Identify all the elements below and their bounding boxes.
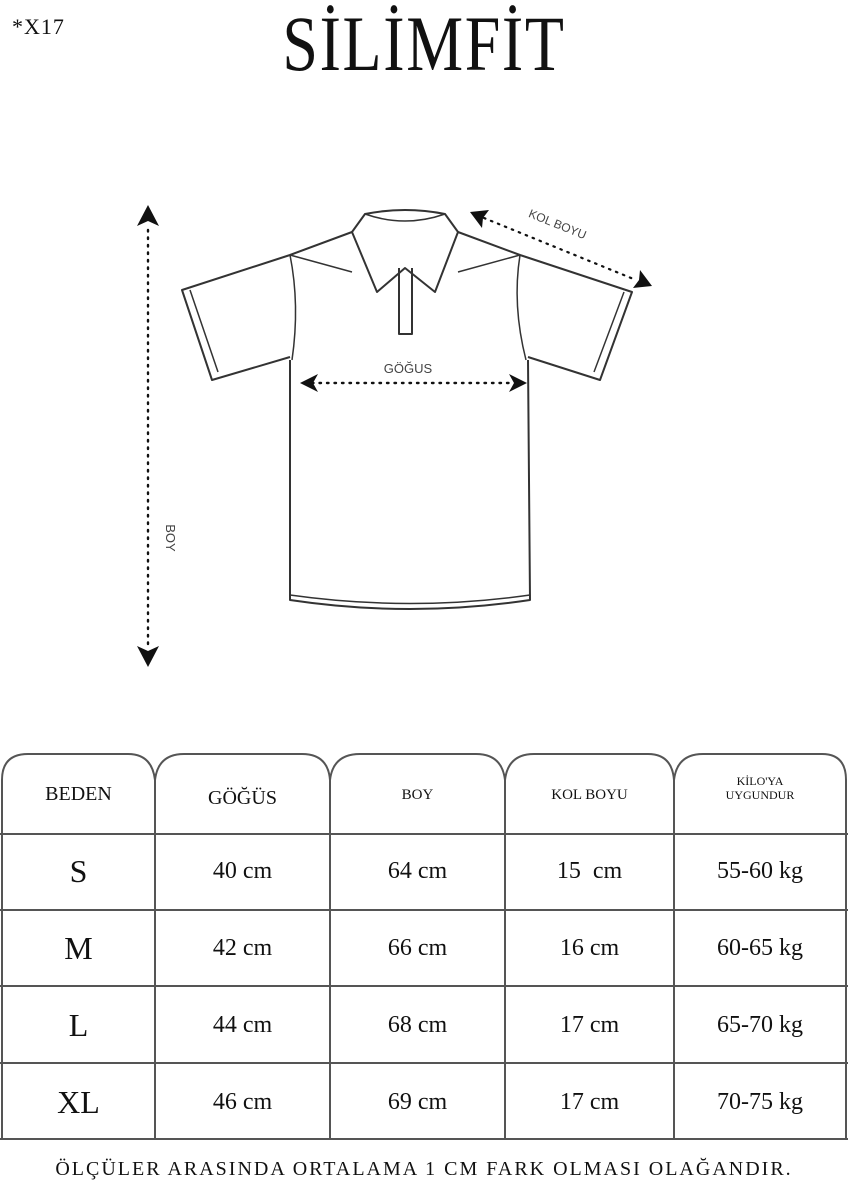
cell-sleeve: 15 cm (556, 858, 623, 884)
header-sleeve: KOL BOYU (551, 787, 628, 803)
length-measure (137, 205, 178, 667)
right-sleeve-outline (458, 232, 632, 380)
header-weight (674, 774, 846, 802)
cell-size: M (64, 930, 93, 966)
size-table-body (0, 833, 848, 1141)
size-table (0, 750, 848, 1142)
brand-title: SİLİMFİT (282, 0, 566, 87)
cell-weight: 55-60 kg (717, 858, 803, 884)
length-label: BOY (163, 524, 178, 552)
header-length: BOY (401, 787, 434, 803)
cell-weight: 60-65 kg (717, 935, 803, 961)
cell-chest: 44 cm (212, 1012, 273, 1038)
header-size: BEDEN (45, 783, 112, 805)
cell-length: 68 cm (387, 1012, 448, 1038)
left-sleeve-seam (290, 255, 296, 360)
shirt-body-outline (290, 360, 530, 609)
sleeve-label: KOL BOYU (526, 206, 589, 243)
table-row (0, 1064, 848, 1141)
left-sleeve-cuff (190, 290, 218, 372)
chest-arrow-left-icon (300, 374, 318, 392)
measurement-note: ÖLÇÜLER ARASINDA ORTALAMA 1 CM FARK OLMASI OLAĞANDIR. (55, 1158, 793, 1180)
header-weight-line1: KİLO'YA (736, 774, 784, 788)
chest-label: GÖĞUS (383, 361, 433, 376)
cell-sleeve: 17 cm (559, 1089, 620, 1115)
cell-length: 64 cm (387, 858, 448, 884)
cell-chest: 40 cm (212, 858, 273, 884)
cell-weight: 70-75 kg (717, 1089, 803, 1115)
cell-length: 66 cm (387, 935, 448, 961)
collar-band (365, 214, 445, 221)
cell-size: L (68, 1007, 89, 1043)
table-row (0, 910, 848, 987)
length-arrow-down-icon (137, 646, 159, 667)
shirt-hem-line (290, 595, 530, 604)
sleeve-arrow-end-icon (633, 270, 652, 288)
cell-length: 69 cm (387, 1089, 448, 1115)
cell-sleeve: 16 cm (559, 935, 620, 961)
cell-size: S (69, 853, 88, 889)
product-code: *X17 (12, 14, 65, 39)
cell-chest: 42 cm (212, 935, 273, 961)
chest-arrow-right-icon (509, 374, 527, 392)
cell-size: XL (57, 1084, 100, 1120)
cell-sleeve: 17 cm (559, 1012, 620, 1038)
cell-weight: 65-70 kg (717, 1012, 803, 1038)
table-row (0, 987, 848, 1064)
shoulder-yoke (290, 255, 520, 272)
right-sleeve-seam (517, 255, 526, 360)
header-chest: GÖĞÜS (208, 787, 277, 809)
table-row (0, 833, 848, 910)
header-weight-line2: UYGUNDUR (725, 788, 795, 802)
right-sleeve-cuff (594, 292, 624, 372)
placket (399, 268, 412, 334)
left-sleeve-outline (182, 232, 352, 380)
cell-chest: 46 cm (212, 1089, 273, 1115)
length-arrow-up-icon (137, 205, 159, 226)
collar-outline (352, 210, 458, 292)
chest-measure (300, 361, 527, 392)
